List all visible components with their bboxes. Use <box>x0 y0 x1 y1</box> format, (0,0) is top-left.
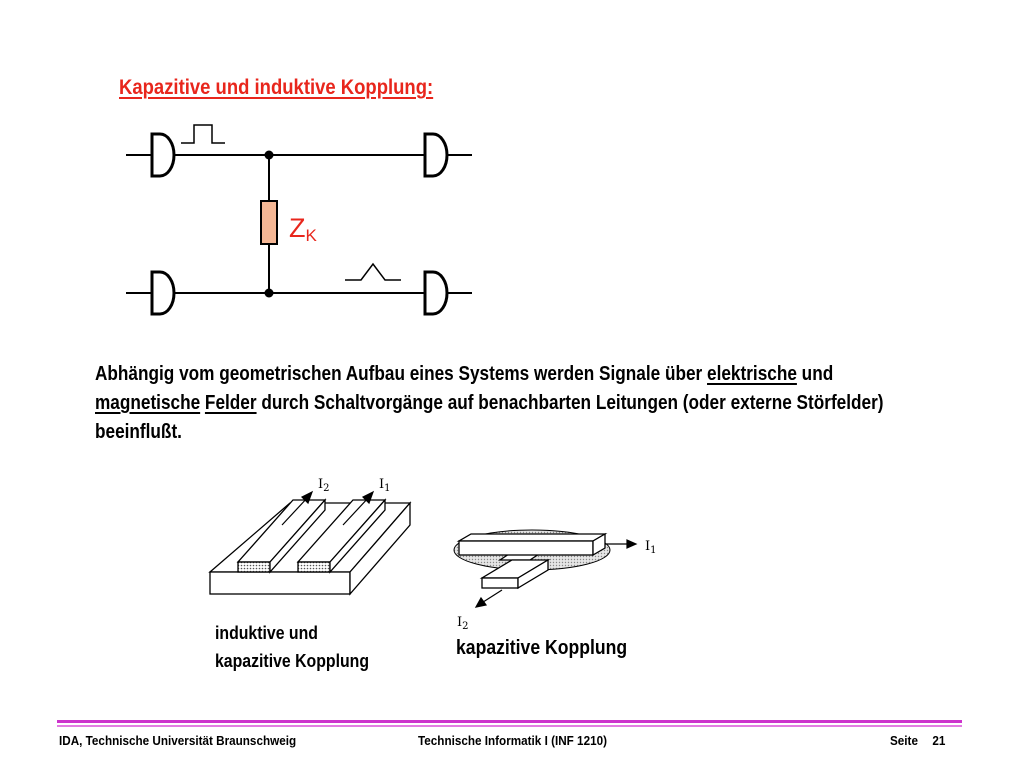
page-number: 21 <box>932 733 946 748</box>
term-elektrische: elektrische <box>707 363 797 385</box>
description-paragraph: Abhängig vom geometrischen Aufbau eines Systems werden Signale über elektrische und magnetische Felder durch Schaltvorgänge auf benachbarten Leitungen (oder externe Störfelder) beeinflußt. <box>95 363 884 443</box>
lower-conductor-front <box>482 578 518 588</box>
impedance-label: ZK <box>289 213 317 245</box>
current-label-i1-right: $I_1$ <box>645 539 657 556</box>
current-label-i2: $I_2$ <box>318 477 330 494</box>
footer-course: Technische Informatik I (INF 1210) <box>418 733 607 748</box>
current-label-i1: $I_1$ <box>379 477 391 494</box>
current-arrow-i1-head <box>627 540 636 548</box>
footer-rule <box>57 720 962 723</box>
term-felder: Felder <box>204 392 257 414</box>
page-label: Seite <box>890 733 918 748</box>
caption-line-1: induktive und <box>215 623 318 643</box>
upper-conductor-top <box>459 534 605 541</box>
footer-rule-secondary <box>57 725 962 727</box>
footer-page <box>890 733 945 748</box>
caption-line-2: kapazitive Kopplung <box>215 651 370 671</box>
footer-institution: IDA, Technische Universität Braunschweig <box>59 733 297 748</box>
caption-inductive-capacitive <box>215 619 369 675</box>
caption-capacitive: kapazitive Kopplung <box>456 637 628 659</box>
current-label-i2-right: $I_2$ <box>457 615 469 632</box>
term-magnetische: magnetische <box>95 392 201 414</box>
current-arrow-i2-head <box>476 598 486 607</box>
slide-title: Kapazitive und induktive Kopplung: <box>119 76 434 99</box>
upper-conductor-front <box>459 541 593 555</box>
